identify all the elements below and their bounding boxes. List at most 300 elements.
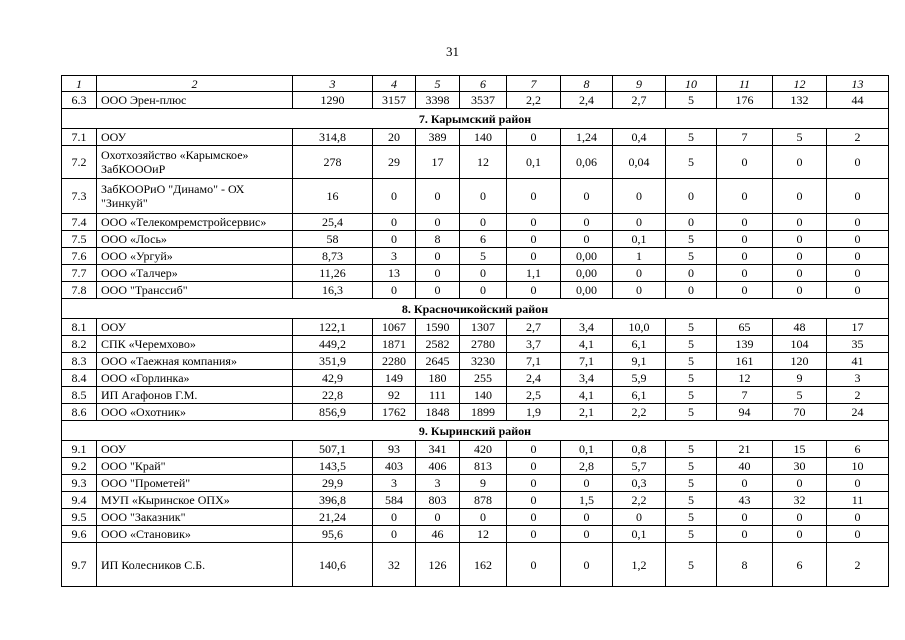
cell-col-11: 8 xyxy=(717,543,773,587)
table-row xyxy=(62,509,889,526)
cell-col-12: 32 xyxy=(773,492,827,509)
cell-col-6: 0 xyxy=(460,214,507,231)
cell-col-7: 0 xyxy=(507,179,561,214)
cell-row-number: 8.4 xyxy=(62,370,97,387)
cell-col-12: 15 xyxy=(773,441,827,458)
cell-col-7: 0 xyxy=(507,441,561,458)
cell-row-number: 9.3 xyxy=(62,475,97,492)
cell-col-5: 46 xyxy=(416,526,460,543)
cell-col-12: 132 xyxy=(773,92,827,109)
cell-col-13: 0 xyxy=(827,179,889,214)
cell-col-8: 0,06 xyxy=(561,146,613,179)
cell-organization: МУП «Кыринское ОПХ» xyxy=(97,492,293,509)
cell-col-9: 0 xyxy=(613,265,666,282)
cell-col-7: 0 xyxy=(507,526,561,543)
cell-col-5: 3398 xyxy=(416,92,460,109)
cell-col-9: 0,04 xyxy=(613,146,666,179)
column-header-11: 11 xyxy=(717,76,773,92)
cell-col-4: 3 xyxy=(373,475,416,492)
cell-col-4: 0 xyxy=(373,214,416,231)
cell-col-6: 5 xyxy=(460,248,507,265)
cell-col-5: 389 xyxy=(416,129,460,146)
cell-organization: ООУ xyxy=(97,441,293,458)
cell-col-11: 0 xyxy=(717,179,773,214)
cell-col-13: 0 xyxy=(827,265,889,282)
cell-col-9: 6,1 xyxy=(613,336,666,353)
cell-col-12: 5 xyxy=(773,129,827,146)
cell-col-10: 5 xyxy=(666,509,717,526)
cell-area: 1290 xyxy=(293,92,373,109)
cell-organization: ООО «Ургуй» xyxy=(97,248,293,265)
cell-col-9: 1 xyxy=(613,248,666,265)
cell-col-9: 9,1 xyxy=(613,353,666,370)
cell-col-4: 0 xyxy=(373,526,416,543)
cell-col-11: 0 xyxy=(717,248,773,265)
cell-area: 143,5 xyxy=(293,458,373,475)
cell-col-6: 3230 xyxy=(460,353,507,370)
section-title: 9. Кыринский район xyxy=(62,421,889,441)
cell-row-number: 7.7 xyxy=(62,265,97,282)
cell-col-13: 41 xyxy=(827,353,889,370)
cell-col-11: 139 xyxy=(717,336,773,353)
cell-col-4: 93 xyxy=(373,441,416,458)
cell-col-6: 255 xyxy=(460,370,507,387)
cell-col-8: 3,4 xyxy=(561,319,613,336)
cell-col-13: 0 xyxy=(827,231,889,248)
table-row xyxy=(62,458,889,475)
cell-area: 8,73 xyxy=(293,248,373,265)
cell-col-12: 30 xyxy=(773,458,827,475)
cell-col-8: 0 xyxy=(561,526,613,543)
cell-col-9: 6,1 xyxy=(613,387,666,404)
cell-row-number: 9.6 xyxy=(62,526,97,543)
cell-col-13: 2 xyxy=(827,387,889,404)
cell-col-4: 20 xyxy=(373,129,416,146)
cell-organization: ООУ xyxy=(97,129,293,146)
table-row xyxy=(62,282,889,299)
cell-col-12: 0 xyxy=(773,265,827,282)
cell-col-4: 32 xyxy=(373,543,416,587)
cell-col-10: 5 xyxy=(666,92,717,109)
cell-col-7: 0 xyxy=(507,129,561,146)
cell-col-12: 0 xyxy=(773,146,827,179)
cell-col-5: 3 xyxy=(416,475,460,492)
cell-col-8: 1,5 xyxy=(561,492,613,509)
cell-col-10: 5 xyxy=(666,458,717,475)
cell-col-5: 0 xyxy=(416,265,460,282)
column-header-7: 7 xyxy=(507,76,561,92)
cell-col-6: 0 xyxy=(460,179,507,214)
page-number: 31 xyxy=(446,44,459,59)
cell-col-10: 5 xyxy=(666,441,717,458)
cell-col-11: 161 xyxy=(717,353,773,370)
cell-col-12: 0 xyxy=(773,214,827,231)
cell-col-4: 1067 xyxy=(373,319,416,336)
table-row xyxy=(62,336,889,353)
table-row xyxy=(62,146,889,179)
cell-col-10: 5 xyxy=(666,475,717,492)
cell-col-9: 10,0 xyxy=(613,319,666,336)
cell-area: 16,3 xyxy=(293,282,373,299)
cell-area: 314,8 xyxy=(293,129,373,146)
cell-col-4: 0 xyxy=(373,179,416,214)
cell-col-5: 180 xyxy=(416,370,460,387)
table-row xyxy=(62,475,889,492)
cell-area: 16 xyxy=(293,179,373,214)
cell-col-12: 0 xyxy=(773,475,827,492)
cell-col-10: 5 xyxy=(666,543,717,587)
cell-organization: ООО "Прометей" xyxy=(97,475,293,492)
cell-col-12: 5 xyxy=(773,387,827,404)
cell-col-13: 35 xyxy=(827,336,889,353)
cell-col-13: 11 xyxy=(827,492,889,509)
cell-col-11: 43 xyxy=(717,492,773,509)
cell-col-10: 5 xyxy=(666,336,717,353)
cell-organization: ИП Агафонов Г.М. xyxy=(97,387,293,404)
cell-col-12: 0 xyxy=(773,248,827,265)
column-header-12: 12 xyxy=(773,76,827,92)
cell-col-4: 0 xyxy=(373,282,416,299)
cell-col-6: 420 xyxy=(460,441,507,458)
cell-col-7: 0 xyxy=(507,492,561,509)
table-header-row xyxy=(62,76,889,92)
cell-col-4: 29 xyxy=(373,146,416,179)
cell-col-13: 2 xyxy=(827,129,889,146)
cell-col-5: 8 xyxy=(416,231,460,248)
cell-col-5: 2645 xyxy=(416,353,460,370)
cell-row-number: 8.2 xyxy=(62,336,97,353)
cell-row-number: 8.1 xyxy=(62,319,97,336)
cell-col-8: 0 xyxy=(561,509,613,526)
cell-col-7: 0 xyxy=(507,214,561,231)
cell-col-7: 0 xyxy=(507,231,561,248)
cell-col-9: 5,9 xyxy=(613,370,666,387)
column-header-4: 4 xyxy=(373,76,416,92)
cell-area: 29,9 xyxy=(293,475,373,492)
cell-col-9: 0 xyxy=(613,179,666,214)
cell-col-5: 0 xyxy=(416,179,460,214)
cell-area: 58 xyxy=(293,231,373,248)
cell-col-11: 0 xyxy=(717,231,773,248)
cell-row-number: 8.6 xyxy=(62,404,97,421)
cell-col-9: 0,3 xyxy=(613,475,666,492)
cell-col-5: 0 xyxy=(416,509,460,526)
cell-col-7: 0 xyxy=(507,475,561,492)
cell-col-6: 9 xyxy=(460,475,507,492)
column-header-6: 6 xyxy=(460,76,507,92)
cell-area: 22,8 xyxy=(293,387,373,404)
cell-row-number: 7.6 xyxy=(62,248,97,265)
section-title: 8. Красночикойский район xyxy=(62,299,889,319)
cell-col-9: 0,8 xyxy=(613,441,666,458)
cell-area: 42,9 xyxy=(293,370,373,387)
table-row xyxy=(62,353,889,370)
cell-col-6: 6 xyxy=(460,231,507,248)
cell-row-number: 6.3 xyxy=(62,92,97,109)
table-row xyxy=(62,370,889,387)
cell-col-13: 0 xyxy=(827,282,889,299)
table-row xyxy=(62,387,889,404)
cell-row-number: 7.2 xyxy=(62,146,97,179)
cell-col-9: 2,2 xyxy=(613,492,666,509)
cell-col-4: 3157 xyxy=(373,92,416,109)
cell-col-12: 70 xyxy=(773,404,827,421)
cell-col-8: 4,1 xyxy=(561,387,613,404)
cell-col-5: 341 xyxy=(416,441,460,458)
cell-col-12: 120 xyxy=(773,353,827,370)
cell-col-10: 5 xyxy=(666,370,717,387)
table-row xyxy=(62,265,889,282)
cell-col-6: 878 xyxy=(460,492,507,509)
cell-row-number: 9.2 xyxy=(62,458,97,475)
cell-col-6: 12 xyxy=(460,146,507,179)
cell-col-7: 2,7 xyxy=(507,319,561,336)
column-header-2: 2 xyxy=(97,76,293,92)
cell-col-10: 0 xyxy=(666,214,717,231)
cell-col-11: 21 xyxy=(717,441,773,458)
cell-row-number: 8.5 xyxy=(62,387,97,404)
table-row xyxy=(62,441,889,458)
cell-organization: ООО "Край" xyxy=(97,458,293,475)
cell-col-13: 24 xyxy=(827,404,889,421)
cell-col-6: 140 xyxy=(460,129,507,146)
column-header-1: 1 xyxy=(62,76,97,92)
cell-col-12: 0 xyxy=(773,526,827,543)
cell-col-6: 0 xyxy=(460,282,507,299)
cell-col-5: 111 xyxy=(416,387,460,404)
cell-area: 507,1 xyxy=(293,441,373,458)
cell-col-4: 2280 xyxy=(373,353,416,370)
cell-col-4: 149 xyxy=(373,370,416,387)
cell-col-10: 0 xyxy=(666,282,717,299)
cell-area: 21,24 xyxy=(293,509,373,526)
cell-organization: ООО «Таежная компания» xyxy=(97,353,293,370)
cell-col-10: 5 xyxy=(666,492,717,509)
cell-row-number: 9.4 xyxy=(62,492,97,509)
cell-area: 140,6 xyxy=(293,543,373,587)
cell-col-9: 0 xyxy=(613,282,666,299)
cell-organization: ООО Эрен-плюс xyxy=(97,92,293,109)
cell-col-8: 0 xyxy=(561,179,613,214)
cell-area: 449,2 xyxy=(293,336,373,353)
table-row xyxy=(62,214,889,231)
cell-col-11: 0 xyxy=(717,526,773,543)
cell-col-6: 2780 xyxy=(460,336,507,353)
table-row xyxy=(62,231,889,248)
cell-organization: СПК «Черемхово» xyxy=(97,336,293,353)
cell-col-13: 0 xyxy=(827,146,889,179)
cell-col-8: 0 xyxy=(561,543,613,587)
cell-col-6: 12 xyxy=(460,526,507,543)
cell-col-13: 0 xyxy=(827,248,889,265)
cell-organization: Охотхозяйство «Карымское» ЗабКОООиР xyxy=(97,146,293,179)
cell-col-7: 2,5 xyxy=(507,387,561,404)
cell-col-8: 0,00 xyxy=(561,282,613,299)
cell-col-10: 5 xyxy=(666,353,717,370)
cell-area: 11,26 xyxy=(293,265,373,282)
cell-organization: ООО «Горлинка» xyxy=(97,370,293,387)
cell-col-9: 0 xyxy=(613,214,666,231)
cell-col-5: 17 xyxy=(416,146,460,179)
column-header-3: 3 xyxy=(293,76,373,92)
cell-col-13: 0 xyxy=(827,509,889,526)
cell-col-11: 0 xyxy=(717,146,773,179)
cell-col-12: 0 xyxy=(773,282,827,299)
cell-col-6: 813 xyxy=(460,458,507,475)
cell-col-13: 44 xyxy=(827,92,889,109)
cell-col-4: 92 xyxy=(373,387,416,404)
cell-col-8: 4,1 xyxy=(561,336,613,353)
cell-col-7: 0 xyxy=(507,248,561,265)
table-row xyxy=(62,526,889,543)
cell-col-5: 126 xyxy=(416,543,460,587)
cell-col-10: 5 xyxy=(666,146,717,179)
cell-col-11: 0 xyxy=(717,509,773,526)
cell-col-6: 1899 xyxy=(460,404,507,421)
cell-col-5: 1590 xyxy=(416,319,460,336)
cell-col-12: 0 xyxy=(773,179,827,214)
cell-col-8: 1,24 xyxy=(561,129,613,146)
cell-row-number: 9.1 xyxy=(62,441,97,458)
cell-col-9: 1,2 xyxy=(613,543,666,587)
cell-col-5: 406 xyxy=(416,458,460,475)
cell-col-9: 0,4 xyxy=(613,129,666,146)
cell-col-8: 3,4 xyxy=(561,370,613,387)
cell-col-4: 1871 xyxy=(373,336,416,353)
cell-col-8: 7,1 xyxy=(561,353,613,370)
cell-area: 856,9 xyxy=(293,404,373,421)
cell-col-10: 5 xyxy=(666,129,717,146)
cell-col-7: 0 xyxy=(507,509,561,526)
cell-col-5: 0 xyxy=(416,282,460,299)
cell-organization: ООО "Заказник" xyxy=(97,509,293,526)
cell-col-12: 104 xyxy=(773,336,827,353)
table-row xyxy=(62,492,889,509)
cell-col-13: 10 xyxy=(827,458,889,475)
cell-col-12: 9 xyxy=(773,370,827,387)
cell-col-4: 0 xyxy=(373,509,416,526)
cell-area: 122,1 xyxy=(293,319,373,336)
cell-col-6: 0 xyxy=(460,265,507,282)
table-row xyxy=(62,129,889,146)
cell-organization: ООО «Становик» xyxy=(97,526,293,543)
cell-col-11: 0 xyxy=(717,475,773,492)
cell-col-7: 0 xyxy=(507,282,561,299)
cell-col-10: 5 xyxy=(666,231,717,248)
cell-col-7: 0 xyxy=(507,543,561,587)
cell-col-9: 0 xyxy=(613,509,666,526)
cell-col-5: 0 xyxy=(416,248,460,265)
table-row xyxy=(62,92,889,109)
cell-organization: ИП Колесников С.Б. xyxy=(97,543,293,587)
cell-col-10: 5 xyxy=(666,319,717,336)
cell-col-12: 0 xyxy=(773,231,827,248)
cell-col-4: 0 xyxy=(373,231,416,248)
cell-col-6: 162 xyxy=(460,543,507,587)
cell-col-9: 0,1 xyxy=(613,231,666,248)
cell-col-12: 6 xyxy=(773,543,827,587)
column-header-10: 10 xyxy=(666,76,717,92)
cell-col-7: 0,1 xyxy=(507,146,561,179)
section-header-row xyxy=(62,299,889,319)
cell-col-8: 2,8 xyxy=(561,458,613,475)
cell-col-4: 1762 xyxy=(373,404,416,421)
cell-col-13: 0 xyxy=(827,214,889,231)
cell-col-10: 5 xyxy=(666,526,717,543)
cell-organization: ООУ xyxy=(97,319,293,336)
cell-col-7: 2,4 xyxy=(507,370,561,387)
cell-col-10: 5 xyxy=(666,404,717,421)
cell-organization: ООО «Лось» xyxy=(97,231,293,248)
table-row xyxy=(62,179,889,214)
cell-col-7: 3,7 xyxy=(507,336,561,353)
cell-col-11: 94 xyxy=(717,404,773,421)
cell-col-9: 2,7 xyxy=(613,92,666,109)
cell-row-number: 7.1 xyxy=(62,129,97,146)
cell-area: 396,8 xyxy=(293,492,373,509)
cell-col-9: 2,2 xyxy=(613,404,666,421)
cell-col-10: 5 xyxy=(666,248,717,265)
cell-col-8: 0,1 xyxy=(561,441,613,458)
cell-area: 278 xyxy=(293,146,373,179)
column-header-8: 8 xyxy=(561,76,613,92)
cell-row-number: 7.8 xyxy=(62,282,97,299)
cell-col-8: 2,1 xyxy=(561,404,613,421)
cell-col-6: 140 xyxy=(460,387,507,404)
cell-col-11: 176 xyxy=(717,92,773,109)
cell-col-4: 13 xyxy=(373,265,416,282)
cell-organization: ЗабКООРиО "Динамо" - ОХ "Зинкуй" xyxy=(97,179,293,214)
cell-row-number: 8.3 xyxy=(62,353,97,370)
cell-col-6: 3537 xyxy=(460,92,507,109)
table-row xyxy=(62,543,889,587)
cell-col-5: 803 xyxy=(416,492,460,509)
cell-col-11: 0 xyxy=(717,282,773,299)
cell-col-8: 0 xyxy=(561,475,613,492)
cell-col-7: 2,2 xyxy=(507,92,561,109)
cell-row-number: 9.5 xyxy=(62,509,97,526)
cell-col-12: 48 xyxy=(773,319,827,336)
cell-col-9: 5,7 xyxy=(613,458,666,475)
cell-row-number: 7.4 xyxy=(62,214,97,231)
cell-organization: ООО "Транссиб" xyxy=(97,282,293,299)
cell-col-6: 0 xyxy=(460,509,507,526)
cell-col-13: 3 xyxy=(827,370,889,387)
cell-col-5: 1848 xyxy=(416,404,460,421)
cell-col-11: 0 xyxy=(717,265,773,282)
cell-col-10: 0 xyxy=(666,265,717,282)
cell-col-5: 0 xyxy=(416,214,460,231)
cell-organization: ООО «Охотник» xyxy=(97,404,293,421)
cell-col-13: 0 xyxy=(827,526,889,543)
cell-area: 25,4 xyxy=(293,214,373,231)
cell-col-4: 3 xyxy=(373,248,416,265)
cell-col-8: 0,00 xyxy=(561,248,613,265)
cell-col-11: 40 xyxy=(717,458,773,475)
cell-col-8: 0 xyxy=(561,214,613,231)
cell-col-11: 0 xyxy=(717,214,773,231)
cell-col-10: 0 xyxy=(666,179,717,214)
cell-row-number: 7.5 xyxy=(62,231,97,248)
cell-organization: ООО «Телекомремстройсервис» xyxy=(97,214,293,231)
column-header-5: 5 xyxy=(416,76,460,92)
cell-area: 95,6 xyxy=(293,526,373,543)
data-table xyxy=(61,75,889,587)
section-header-row xyxy=(62,109,889,129)
cell-col-11: 12 xyxy=(717,370,773,387)
cell-col-4: 584 xyxy=(373,492,416,509)
cell-col-11: 7 xyxy=(717,387,773,404)
